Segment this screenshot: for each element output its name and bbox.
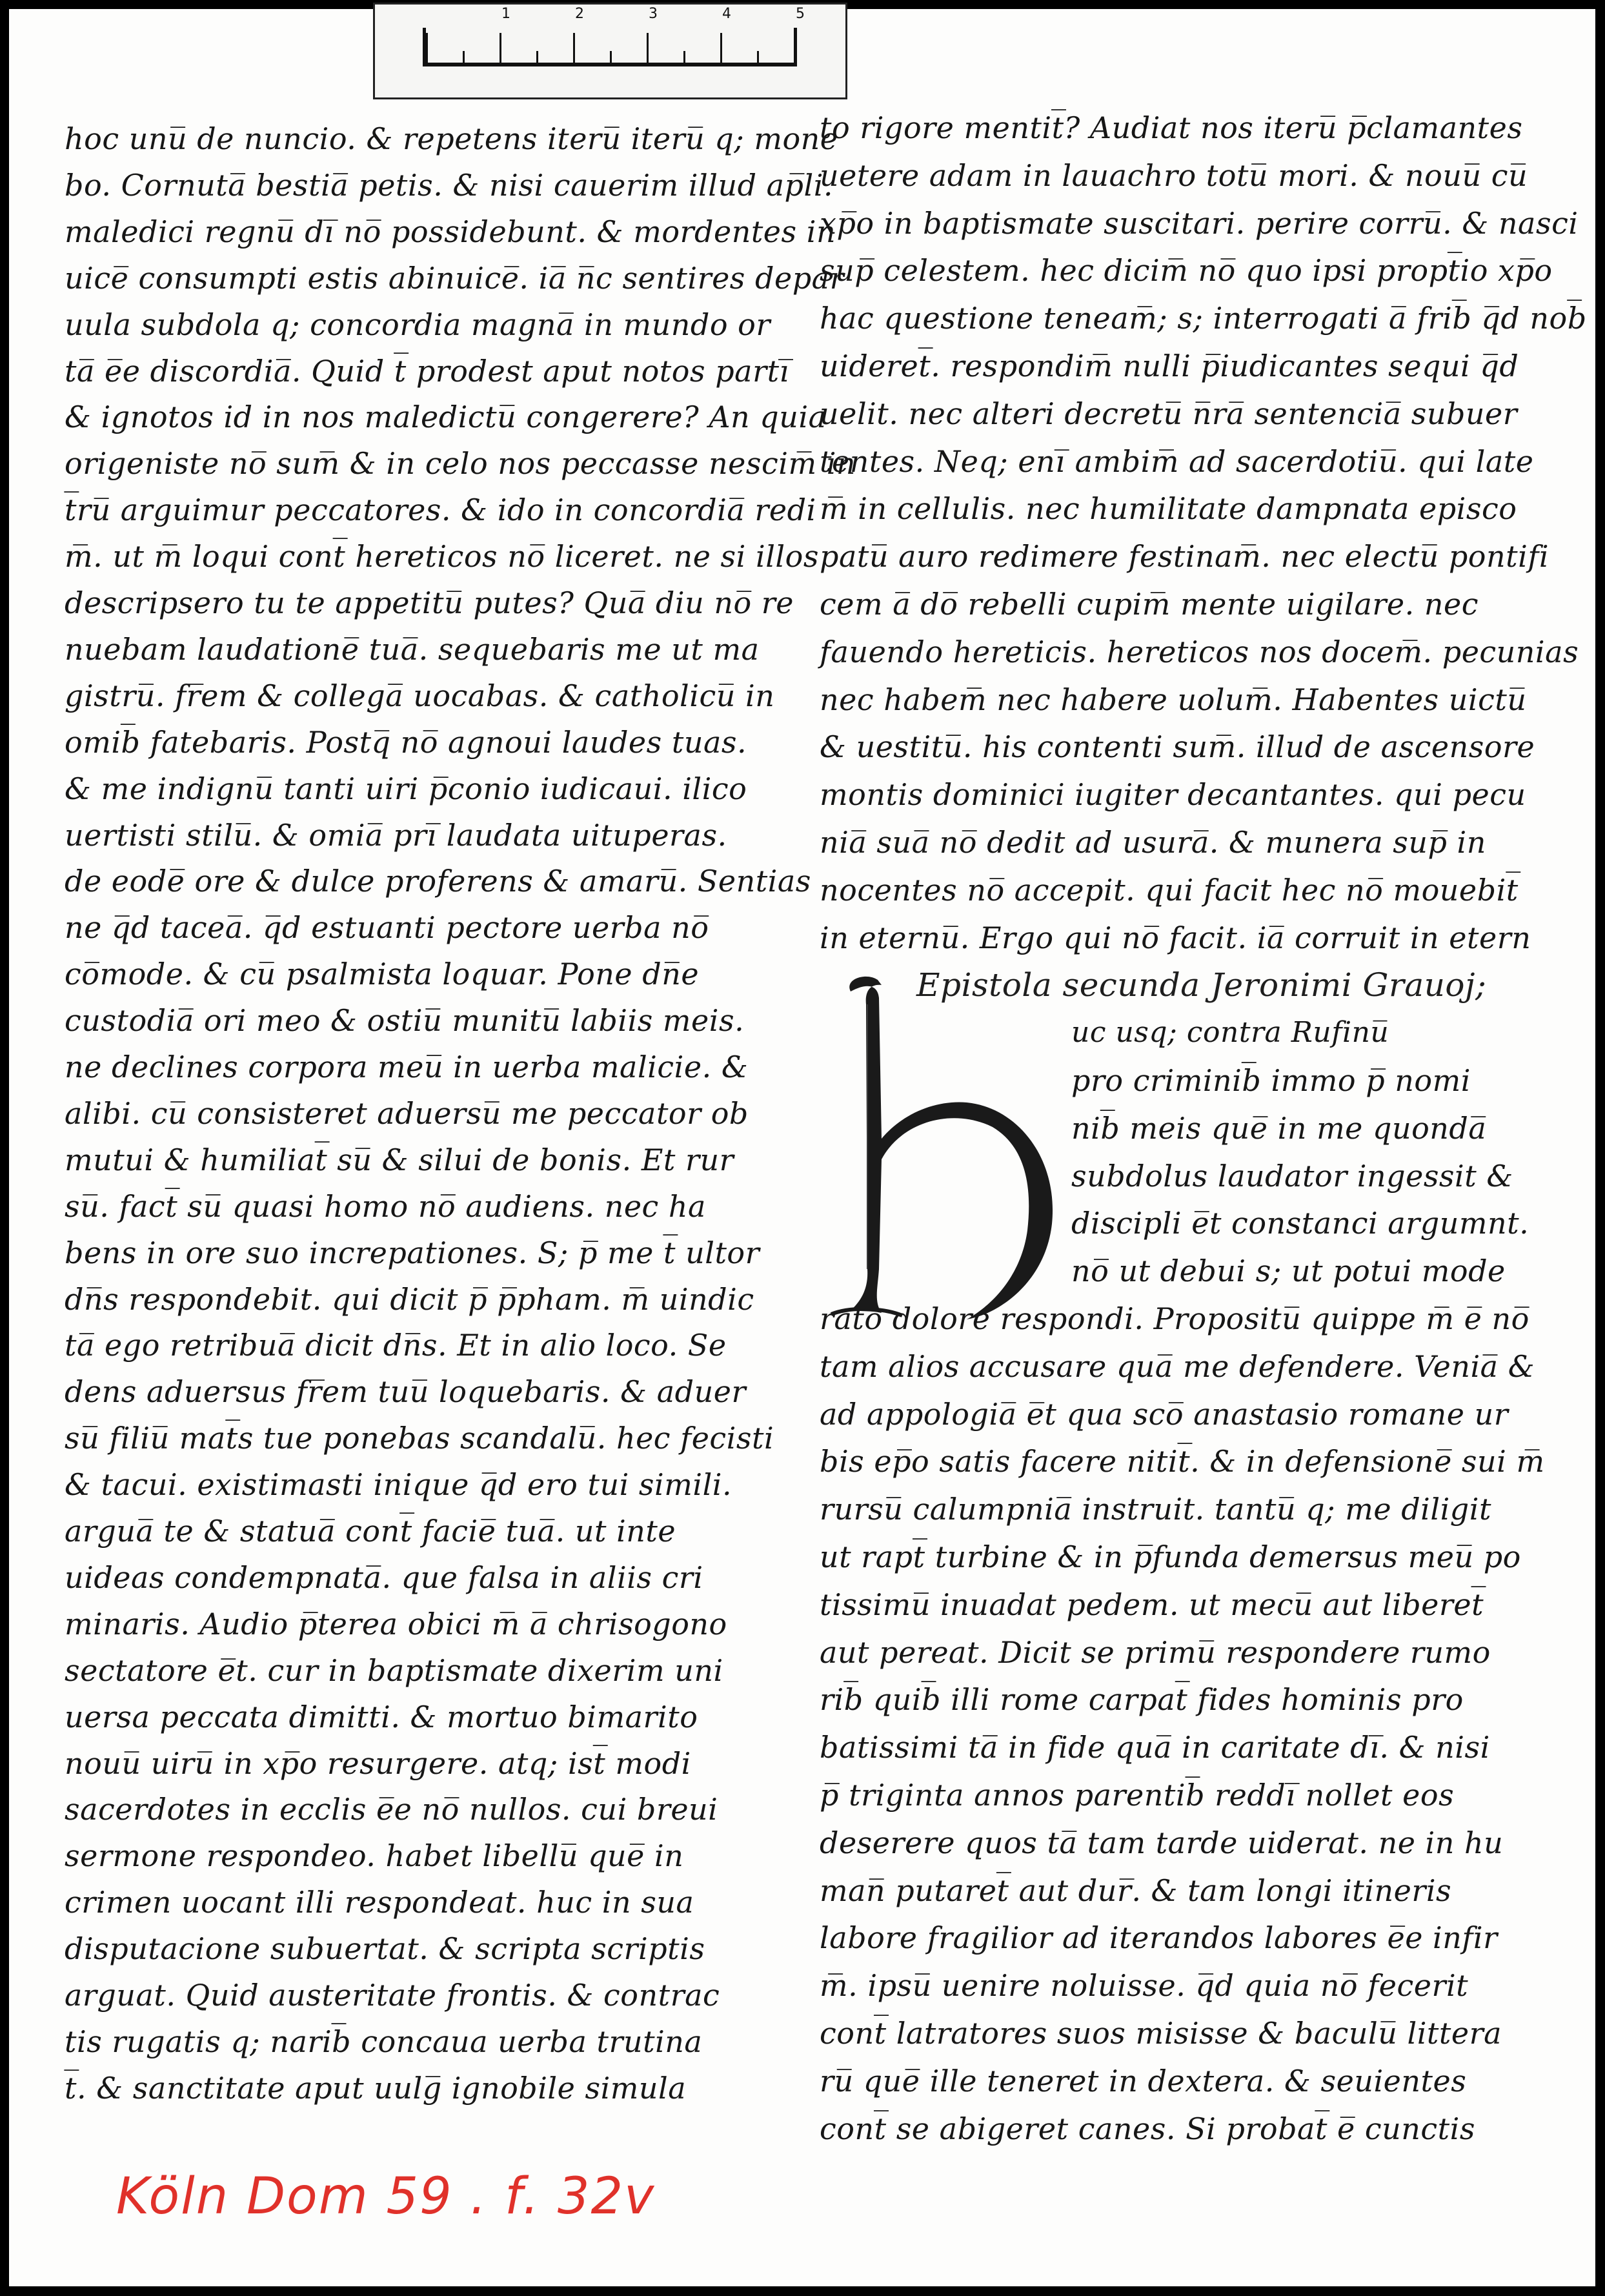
epistle-subtitle: uc usq; contra Rufinu̅ — [1071, 1016, 1389, 1050]
text-line: bo. Cornuta̅ bestia̅ petis. & nisi cauerim illud ap̅li. — [65, 167, 834, 203]
text-line: ta̅ ego retribua̅ dicit dn̅s. Et in alio loco. Se — [65, 1328, 727, 1363]
text-line: rato dolore respondi. Propositu̅ quippe m̅ e̅ no̅ — [820, 1301, 1529, 1336]
text-line: maledici regnu̅ di̅ no̅ possidebunt. & mordentes in — [65, 214, 836, 249]
shelfmark-annotation: Köln Dom 59 . f. 32v — [116, 2168, 656, 2226]
text-line: sup̅ celestem. hec dicim̅ no̅ quo ipsi propt̅io xp̅o — [820, 253, 1553, 289]
text-line: descripsero tu te appetitu̅ putes? Qua̅ diu no̅ re — [65, 585, 794, 620]
text-line: & uestitu̅. his contenti sum̅. illud de ascensore — [820, 729, 1535, 765]
text-line: uetere adam in lauachro totu̅ mori. & nouu̅ cu̅ — [820, 157, 1528, 193]
ruler-tick — [647, 33, 649, 63]
text-line: batissimi ta̅ in fide qua̅ in caritate di̅. & nisi — [820, 1730, 1490, 1765]
text-line: rib̅ quib̅ illi rome carpat̅ fides hominis pro — [820, 1682, 1464, 1718]
text-line: no̅ ut debui s; ut potui mode — [1071, 1254, 1506, 1289]
text-line: fauendo hereticis. hereticos nos docem̅. pecunias — [820, 634, 1579, 669]
ruler-tick-label: 3 — [649, 6, 658, 22]
text-line: m̅. ut m̅ loqui cont̅ hereticos no̅ liceret. ne si illos — [65, 539, 819, 574]
text-line: cont̅ latratores suos misisse & baculu̅ littera — [820, 2016, 1502, 2051]
text-line: ne q̅d tacea̅. q̅d estuanti pectore uerba no̅ — [65, 910, 709, 946]
text-line: uula subdola q; concordia magna̅ in mundo or — [65, 307, 771, 342]
text-line: sacerdotes in ecclis e̅e no̅ nullos. cui breui — [65, 1792, 718, 1827]
text-line: sectatore e̅t. cur in baptismate dixerim uni — [65, 1652, 723, 1688]
text-line: m̅ in cellulis. nec humilitate dampnata episco — [820, 491, 1517, 527]
text-line: ad appologia̅ e̅t qua sco̅ anastasio romane ur — [820, 1396, 1509, 1432]
text-line: crimen uocant illi respondeat. huc in sua — [65, 1885, 694, 1920]
ruler-tick — [794, 33, 796, 63]
ruler-tick-label: 1 — [501, 6, 510, 22]
text-line: tissimu̅ inuadat pedem. ut mecu̅ aut liberet̅ — [820, 1587, 1484, 1622]
text-line: arguat. Quid austeritate frontis. & contrac — [65, 1978, 720, 2013]
text-line: uertisti stilu̅. & omia̅ pri̅ laudata uituperas. — [65, 817, 727, 853]
text-line: uice̅ consumpti estis abinuice̅. ia̅ n̅c sentires depar — [65, 260, 845, 296]
ruler-bar — [423, 28, 797, 66]
decorated-initial-h — [805, 966, 1071, 1327]
text-line: ne declines corpora meu̅ in uerba malicie. & — [65, 1050, 749, 1084]
ruler-tick — [463, 51, 465, 63]
ruler-tick — [573, 33, 575, 63]
ruler-tick-label: 4 — [722, 6, 731, 22]
text-line: to rigore mentit̅? Audiat nos iteru̅ p̅clamantes — [820, 110, 1523, 145]
text-line: dens aduersus fr̅em tuu̅ loquebaris. & aduer — [65, 1374, 746, 1410]
text-line: omib̅ fatebaris. Postq̅ no̅ agnoui laudes tuas. — [65, 724, 747, 760]
text-line: uideret̅. respondim̅ nulli p̅iudicantes sequi q̅d — [820, 349, 1519, 383]
ruler-tick-label: 2 — [575, 6, 584, 22]
text-line: t̅ru̅ arguimur peccatores. & ido in concordia̅ redi — [65, 493, 816, 528]
text-line: de eode̅ ore & dulce proferens & amaru̅. Sentias — [65, 864, 811, 899]
text-line: gistru̅. fr̅em & collega̅ uocabas. & catholicu̅ in — [65, 678, 775, 713]
text-line: patu̅ auro redimere festinam̅. nec electu̅ pontifi — [820, 539, 1549, 574]
text-line: cont̅ se abigeret canes. Si probat̅ e̅ cunctis — [820, 2111, 1475, 2146]
text-line: pro criminib̅ immo p̅ nomi — [1071, 1063, 1471, 1098]
text-line: su̅. fact̅ su̅ quasi homo no̅ audiens. nec ha — [65, 1188, 706, 1224]
text-line: tentes. Neq; eni̅ ambim̅ ad sacerdotiu̅. qui late — [820, 443, 1534, 479]
ruler-tick-label: 5 — [796, 6, 805, 22]
text-line: nuebam laudatione̅ tua̅. sequebaris me ut ma — [65, 631, 760, 667]
ruler-tick — [757, 51, 759, 63]
text-line: hac questione teneam̅; s; interrogati a̅ frib̅ q̅d nob̅ — [820, 301, 1587, 336]
text-line: & ignotos id in nos maledictu̅ congerere? An quia — [65, 400, 827, 435]
text-line: & me indignu̅ tanti uiri p̅conio iudicaui. ilico — [65, 771, 747, 806]
text-line: argua̅ te & statua̅ cont̅ facie̅ tua̅. ut inte — [65, 1514, 676, 1549]
text-line: nouu̅ uiru̅ in xp̅o resurgere. atq; ist̅ modi — [65, 1745, 691, 1781]
text-line: nia̅ sua̅ no̅ dedit ad usura̅. & munera sup̅ in — [820, 825, 1486, 860]
text-line: bens in ore suo increpationes. S; p̅ me t̅ ultor — [65, 1235, 760, 1270]
text-line: t̅. & sanctitate aput uulg̅ ignobile simula — [65, 2070, 687, 2106]
text-line: su̅ filiu̅ mat̅s tue ponebas scandalu̅. hec fecisti — [65, 1421, 774, 1456]
text-line: subdolus laudator ingessit & — [1071, 1158, 1513, 1194]
ruler-tick — [683, 51, 685, 63]
text-line: uersa peccata dimitti. & mortuo bimarito — [65, 1699, 698, 1734]
ruler-tick — [500, 33, 501, 63]
text-line: ta̅ e̅e discordia̅. Quid t̅ prodest aput notos parti̅ — [65, 353, 789, 389]
text-line: in eternu̅. Ergo qui no̅ facit. ia̅ corruit in etern — [820, 920, 1531, 955]
text-line: bis ep̅o satis facere nitit̅. & in defensione̅ sui m̅ — [820, 1444, 1545, 1479]
text-line: hoc unu̅ de nuncio. & repetens iteru̅ iteru̅ q; mone — [65, 121, 838, 156]
text-line: & tacui. existimasti inique q̅d ero tui simili. — [65, 1467, 732, 1503]
text-line: origeniste no̅ sum̅ & in celo nos peccasse nescim̅ in — [65, 446, 856, 482]
text-line: minaris. Audio p̅terea obici m̅ a̅ chrisogono — [65, 1606, 727, 1641]
ruler-tick — [536, 51, 538, 63]
text-line: uideas condempnata̅. que falsa in aliis cri — [65, 1559, 703, 1595]
text-line: tam alios accusare qua̅ me defendere. Venia̅ & — [820, 1348, 1535, 1384]
text-line: deserere quos ta̅ tam tarde uiderat. ne in hu — [820, 1825, 1504, 1860]
text-line: xp̅o in baptismate suscitari. perire corru̅. & nasci — [820, 205, 1579, 241]
text-line: nib̅ meis que̅ in me quonda̅ — [1071, 1110, 1487, 1146]
text-line: rursu̅ calumpnia̅ instruit. tantu̅ q; me diligit — [820, 1492, 1491, 1527]
text-line: co̅mode. & cu̅ psalmista loquar. Pone dn̅e — [65, 957, 700, 992]
ruler-tick — [720, 33, 722, 63]
text-line: aut pereat. Dicit se primu̅ respondere rumo — [820, 1634, 1491, 1670]
text-line: nocentes no̅ accepit. qui facit hec no̅ mouebit̅ — [820, 872, 1519, 908]
text-line: m̅. ipsu̅ uenire noluisse. q̅d quia no̅ fecerit — [820, 1968, 1469, 2004]
text-line: alibi. cu̅ consisteret aduersu̅ me peccator ob — [65, 1095, 749, 1131]
text-line: custodia̅ ori meo & ostiu̅ munitu̅ labiis meis. — [65, 1003, 745, 1039]
text-line: disputacione subuertat. & scripta scriptis — [65, 1931, 705, 1967]
ruler-tick — [610, 51, 612, 63]
text-line: ru̅ que̅ ille teneret in dextera. & seuientes — [820, 2063, 1467, 2098]
epistle-title: Epistola secunda Jeronimi Grauoj; — [916, 966, 1487, 1004]
ruler-tick — [426, 33, 428, 63]
text-line: uelit. nec alteri decretu̅ n̅ra̅ sentencia̅ subuer — [820, 396, 1518, 431]
text-line: nec habem̅ nec habere uolum̅. Habentes uictu̅ — [820, 682, 1527, 717]
scale-ruler — [373, 3, 847, 99]
text-line: p̅ triginta annos parentib̅ reddi̅ nollet eos — [820, 1778, 1455, 1813]
text-line: mutui & humiliat̅ su̅ & silui de bonis. Et rur — [65, 1142, 734, 1177]
text-line: cem a̅ do̅ rebelli cupim̅ mente uigilare. nec — [820, 587, 1479, 622]
text-line: discipli e̅t constanci argumnt. — [1071, 1206, 1529, 1241]
text-line: man̅ putaret̅ aut dur̅. & tam longi itineris — [820, 1873, 1452, 1908]
text-line: dn̅s respondebit. qui dicit p̅ p̅pham. m̅ uindic — [65, 1281, 754, 1317]
text-line: montis dominici iugiter decantantes. qui pecu — [820, 777, 1526, 813]
text-line: ut rapt̅ turbine & in p̅funda demersus meu̅ po — [820, 1539, 1521, 1574]
text-line: labore fragilior ad iterandos labores e̅e infir — [820, 1920, 1498, 1956]
text-line: tis rugatis q; narib̅ concaua uerba trutina — [65, 2024, 703, 2059]
text-line: sermone respondeo. habet libellu̅ que̅ in — [65, 1838, 684, 1874]
